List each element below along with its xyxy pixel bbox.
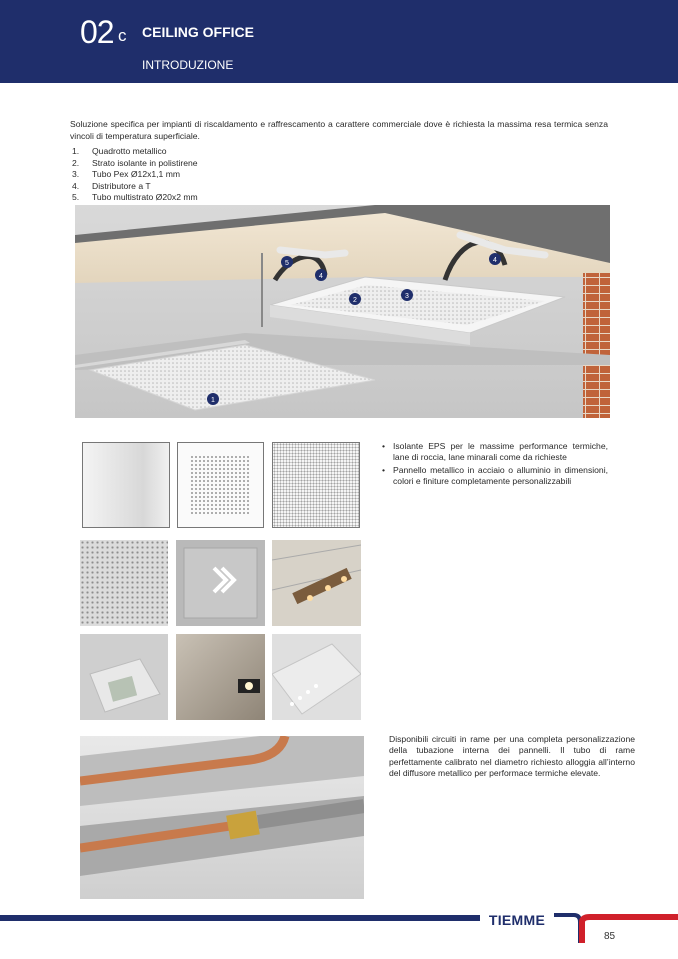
svg-text:3: 3 [405, 293, 409, 300]
perforated-panel-swatch [272, 442, 360, 528]
grid-panel-swatch [177, 442, 264, 528]
list-item [72, 169, 198, 181]
list-item-label: Tubo multistrato Ø20x2 mm [92, 192, 198, 203]
installation-photo [176, 634, 265, 720]
page-subtitle: INTRODUZIONE [142, 58, 234, 72]
copper-description: Disponibili circuiti in rame per una completa personalizzazione della tubazione interna dei pannelli. Il tubo di rame perfettamente calibrato nel diametro richiesto alloggia all’interno del diffusore metallico per performace termiche elevate. [389, 734, 635, 779]
svg-text:5: 5 [285, 260, 289, 267]
list-item-label: Tubo Pex Ø12x1,1 mm [92, 169, 181, 180]
brand-name: TIEMME [488, 912, 546, 928]
list-item-number: 5. [72, 192, 80, 203]
installation-photo [272, 634, 361, 720]
svg-text:2: 2 [353, 297, 357, 304]
list-item [72, 181, 198, 193]
list-item [72, 158, 198, 170]
components-list [72, 146, 198, 204]
list-item [72, 192, 198, 204]
installation-photo [80, 634, 168, 720]
svg-text:4: 4 [493, 257, 497, 264]
feature-item: • Pannello metallico in acciaio o alluminio in dimensioni, colori e finiture completamente personalizzabili [380, 465, 608, 488]
marker-2 [349, 293, 361, 305]
list-item-number: 2. [72, 157, 80, 168]
section-number: 02 [80, 14, 114, 50]
feature-item: • Isolante EPS per le massime performance termiche, lane di roccia, lane minarali come da richieste [380, 441, 608, 464]
list-item-label: Strato isolante in polistirene [92, 157, 198, 168]
svg-text:4: 4 [319, 273, 323, 280]
installation-photo [272, 540, 361, 626]
page-header [0, 0, 678, 83]
marker-4b [489, 253, 501, 265]
marker-1 [207, 393, 219, 405]
marker-4 [315, 269, 327, 281]
list-item-number: 3. [72, 169, 80, 180]
plain-panel-swatch [82, 442, 170, 528]
intro-paragraph: Soluzione specifica per impianti di riscaldamento e raffrescamento a carattere commerciale dove è richiesta la massima resa termica senza vincoli di temperatura superficiale. [70, 119, 608, 141]
list-item-number: 4. [72, 180, 80, 191]
brick-wall [583, 273, 610, 418]
installation-photo [176, 540, 265, 626]
list-item [72, 146, 198, 158]
feature-list [380, 441, 608, 489]
list-item-label: Distributore a T [92, 180, 151, 191]
marker-5 [281, 256, 293, 268]
section-letter: c [118, 26, 127, 45]
marker-3 [401, 289, 413, 301]
svg-text:1: 1 [211, 397, 215, 404]
list-item-label: Quadrotto metallico [92, 146, 167, 156]
page-number: 85 [604, 931, 616, 942]
footer-rule [0, 915, 480, 921]
copper-pipe-photo [80, 736, 364, 899]
installation-photo [80, 540, 168, 626]
ceiling-diagram [75, 205, 610, 418]
page-title: CEILING OFFICE [142, 24, 254, 40]
list-item-number: 1. [72, 146, 80, 156]
